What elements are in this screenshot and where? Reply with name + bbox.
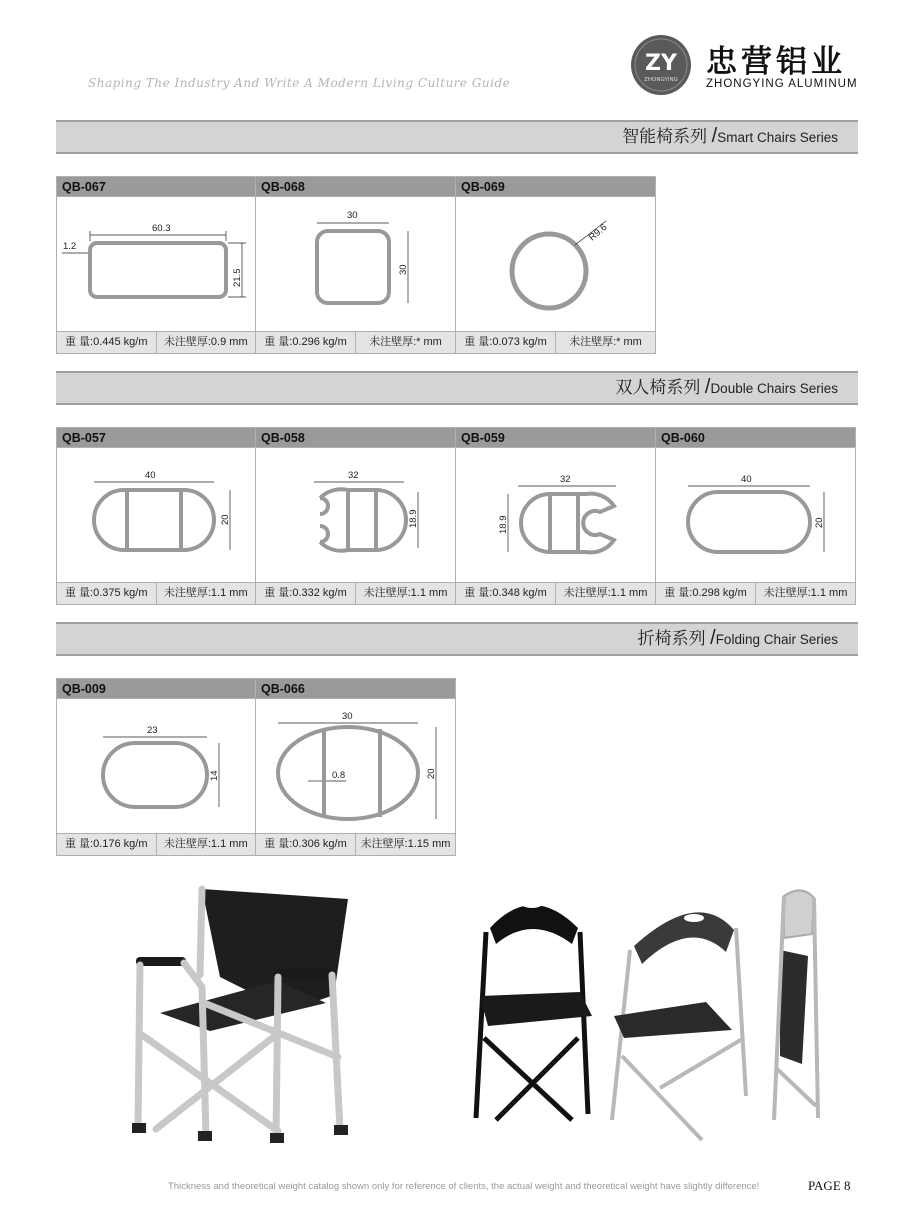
- profile-card: [656, 427, 856, 605]
- profile-wall-thickness: 未注壁厚:1.1 mm: [163, 838, 248, 850]
- profile-shape: [90, 243, 226, 297]
- profile-wall-thickness: 未注壁厚:* mm: [569, 336, 642, 348]
- dim-label: 30: [347, 210, 358, 221]
- dim-label: 14: [209, 770, 220, 781]
- profile-wall-thickness: 未注壁厚:* mm: [369, 336, 442, 348]
- company-name-en: ZHONGYING ALUMINUM: [706, 78, 858, 90]
- section-title-cn: 折椅系列: [637, 629, 706, 649]
- profile-shape: [278, 727, 418, 819]
- director-chair-photo: [128, 885, 358, 1153]
- profile-card: [56, 427, 256, 605]
- dim-label: 18.9: [498, 515, 509, 534]
- profile-weight: 重 量:0.348 kg/m: [456, 583, 556, 604]
- profile-code: QB-069: [456, 177, 655, 197]
- dim-label: 40: [145, 470, 156, 481]
- profile-shape: [320, 489, 406, 551]
- section-slash: /: [710, 627, 716, 649]
- profile-wall-thickness: 未注壁厚:1.15 mm: [360, 838, 451, 850]
- profile-weight: 重 量:0.375 kg/m: [57, 583, 157, 604]
- profile-card: [56, 678, 256, 856]
- folding-chairs-photo: [462, 888, 832, 1156]
- profile-wall-thickness: 未注壁厚:1.1 mm: [163, 587, 248, 599]
- profile-specs: [256, 833, 455, 855]
- dim-label: 32: [348, 470, 359, 481]
- footer-note: Thickness and theoretical weight catalog shown only for reference of clients, the actual weight and theoretical weight have slightly difference!: [168, 1181, 760, 1192]
- profile-grid-folding-chair: [56, 678, 456, 856]
- section-title-en: Smart Chairs Series: [717, 130, 838, 145]
- dim-label: 1.2: [63, 241, 77, 252]
- dim-label: 60.3: [152, 223, 171, 234]
- profile-card: [56, 176, 256, 354]
- logo-badge-sub: ZHONGYING: [644, 77, 678, 83]
- profile-specs: [57, 833, 255, 855]
- profile-shape: [688, 492, 810, 552]
- dim-label: R9.6: [586, 221, 610, 244]
- profile-grid-smart-chairs: [56, 176, 656, 354]
- profile-card: [256, 678, 456, 856]
- section-slash: /: [704, 376, 711, 398]
- section-band-double-chairs: [56, 371, 858, 405]
- dim-label: 30: [342, 711, 353, 722]
- zy-logo-icon: [630, 34, 692, 96]
- dim-label: 20: [220, 514, 231, 525]
- profile-drawing: [57, 448, 255, 582]
- profile-weight: 重 量:0.332 kg/m: [256, 583, 356, 604]
- profile-code: QB-068: [256, 177, 455, 197]
- profile-code: QB-067: [57, 177, 255, 197]
- dim-label: 30: [398, 264, 409, 275]
- section-title-en: Double Chairs Series: [710, 381, 838, 396]
- profile-shape: [521, 494, 614, 553]
- section-title-cn: 双人椅系列: [615, 378, 701, 398]
- profile-shape: [317, 231, 389, 303]
- profile-wall-thickness: 未注壁厚:1.1 mm: [563, 587, 648, 599]
- section-band-folding-chair: [56, 622, 858, 656]
- section-title-cn: 智能椅系列: [622, 127, 708, 147]
- dim-label: 20: [814, 517, 825, 528]
- profile-drawing: [656, 448, 855, 582]
- company-name-cn: 忠营铝业: [706, 44, 846, 80]
- slogan: Shaping The Industry And Write A Modern Living Culture Guide: [88, 76, 511, 90]
- profile-shape: [94, 490, 214, 550]
- profile-card: [456, 176, 656, 354]
- profile-drawing: [57, 197, 255, 331]
- profile-specs: [656, 582, 855, 604]
- section-slash: /: [711, 125, 718, 147]
- profile-specs: [57, 331, 255, 353]
- profile-code: QB-066: [256, 679, 455, 699]
- profile-shape: [512, 234, 586, 308]
- profile-code: QB-009: [57, 679, 255, 699]
- dim-label: 0.8: [332, 770, 346, 781]
- logo-badge-text: ZY: [645, 51, 677, 76]
- profile-wall-thickness: 未注壁厚:1.1 mm: [763, 587, 848, 599]
- dim-label: 18.9: [408, 509, 419, 528]
- profile-card: [256, 427, 456, 605]
- profile-specs: [456, 582, 655, 604]
- profile-card: [256, 176, 456, 354]
- profile-drawing: [456, 197, 655, 331]
- profile-specs: [256, 331, 455, 353]
- page-number: PAGE 8: [808, 1178, 851, 1193]
- profile-drawing: [456, 448, 655, 582]
- profile-specs: [57, 582, 255, 604]
- profile-weight: 重 量:0.073 kg/m: [456, 332, 556, 353]
- profile-drawing: [256, 197, 455, 331]
- profile-code: QB-058: [256, 428, 455, 448]
- profile-code: QB-057: [57, 428, 255, 448]
- company-logo: [630, 34, 870, 100]
- profile-drawing: [57, 699, 255, 833]
- profile-weight: 重 量:0.298 kg/m: [656, 583, 756, 604]
- section-title-en: Folding Chair Series: [715, 632, 838, 647]
- profile-wall-thickness: 未注壁厚:0.9 mm: [163, 336, 248, 348]
- profile-shape: [103, 743, 207, 807]
- profile-weight: 重 量:0.445 kg/m: [57, 332, 157, 353]
- dim-label: 40: [741, 474, 752, 485]
- profile-specs: [256, 582, 455, 604]
- profile-specs: [456, 331, 655, 353]
- section-band-smart-chairs: [56, 120, 858, 154]
- dim-label: 20: [426, 768, 437, 779]
- dim-label: 23: [147, 725, 158, 736]
- profile-wall-thickness: 未注壁厚:1.1 mm: [363, 587, 448, 599]
- profile-weight: 重 量:0.296 kg/m: [256, 332, 356, 353]
- profile-grid-double-chairs: [56, 427, 856, 605]
- profile-card: [456, 427, 656, 605]
- dim-label: 32: [560, 474, 571, 485]
- profile-weight: 重 量:0.306 kg/m: [256, 834, 356, 855]
- profile-code: QB-059: [456, 428, 655, 448]
- profile-weight: 重 量:0.176 kg/m: [57, 834, 157, 855]
- profile-drawing: [256, 448, 455, 582]
- dim-label: 21.5: [232, 268, 243, 287]
- profile-drawing: [256, 699, 455, 833]
- profile-code: QB-060: [656, 428, 855, 448]
